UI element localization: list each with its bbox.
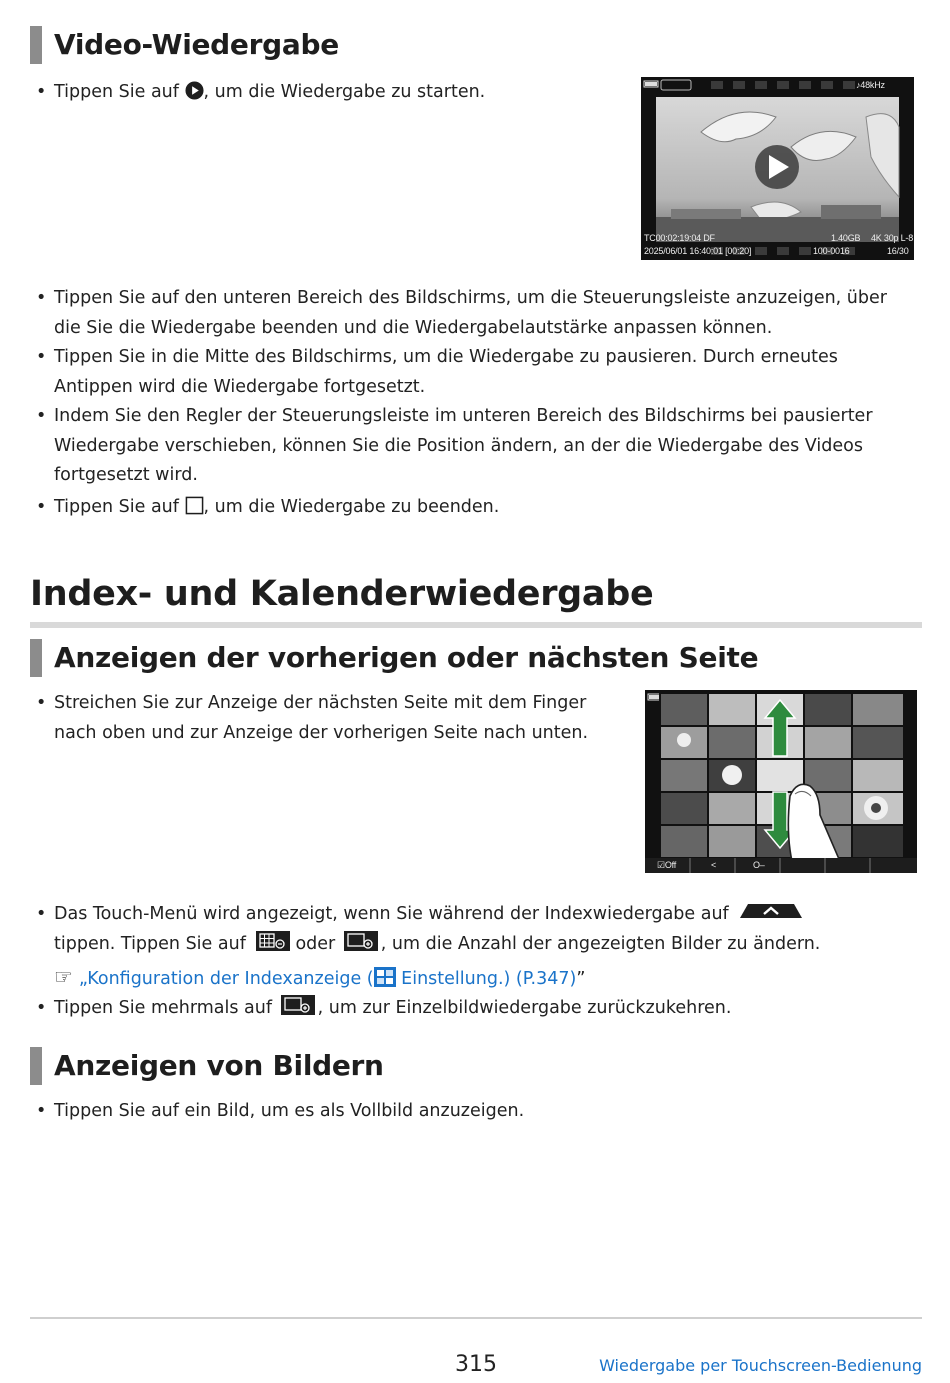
play-circle-icon [185,81,204,100]
bullet-single-frame: • Tippen Sie mehrmals auf , um zur Einzelbildwiedergabe zurückzukehren. [36,994,916,1024]
bullet-seek: • Indem Sie den Regler der Steuerungsleiste im unteren Bereich des Bildschirms bei pausierter Wiedergabe verschieben, können Sie die Position ändern, an der die Wiedergabe des Videos fortgesetzt wird. [36,406,873,485]
frame-rate: 4K 30p L-8 [871,233,914,243]
bullet-pause: • Tippen Sie in die Mitte des Bildschirms, um die Wiedergabe zu pausieren. Durch erneutes Antippen wird die Wiedergabe fortgesetzt. [36,347,838,397]
date-time: 2025/06/01 16:40:01 [00:20] [644,246,752,256]
footer-chapter-link[interactable]: Wiedergabe per Touchscreen-Bedienung [599,1356,922,1375]
stop-square-icon [185,496,204,515]
audio-indicator: ♪48kHz [856,80,885,90]
timecode: TC00:02:19:04 DF [644,233,715,243]
section-title-images: Anzeigen von Bildern [30,1047,396,1085]
touch-menu-tab-icon [740,902,802,920]
footer-divider [30,1317,922,1319]
bullet-swipe: • Streichen Sie zur Anzeige der nächsten Seite mit dem Finger nach oben und zur Anzeige der vorherigen Seite nach unten. [36,693,589,743]
section-title-video: Video-Wiedergabe [30,26,351,64]
settings-grid-icon [374,967,396,987]
file-number: 100-0016 [813,246,850,256]
index-more-icon [255,930,291,952]
bullet-fullscreen: • Tippen Sie auf ein Bild, um es als Vollbild anzuzeigen. [36,1101,525,1121]
pointing-hand-icon: ☞ [54,965,73,989]
chapter-divider [30,622,922,628]
toolbar-protect: ☑Off [657,860,677,870]
toolbar-share: < [711,860,717,870]
bullet-stop: • Tippen Sie auf , um die Wiedergabe zu beenden. [36,497,500,517]
index-playback-screenshot [645,690,917,873]
index-less-icon [343,930,379,952]
frame-count: 16/30 [887,246,909,256]
section-title-pages: Anzeigen der vorherigen oder nächsten Seite [30,639,770,677]
bullet-start-playback: • Tippen Sie auf , um die Wiedergabe zu starten. [36,82,486,102]
thumbnail-grid-image [645,690,917,873]
file-size: 1.40GB [831,233,861,243]
cross-reference-link[interactable]: ☞ „Konfiguration der Indexanzeige ( Einstellung.) (P.347)” [54,965,586,989]
page-number: 315 [455,1352,497,1377]
bullet-touch-menu: • Das Touch-Menü wird angezeigt, wenn Sie während der Indexwiedergabe auf tippen. Tippen Sie auf oder , um die Anzahl der angezeigten Bilder zu ändern. [36,904,821,954]
index-less-icon-2 [280,994,316,1016]
toolbar-key: O– [753,860,765,870]
video-playback-screenshot [641,77,914,260]
bullet-control-bar: • Tippen Sie auf den unteren Bereich des Bildschirms, um die Steuerungsleiste anzuzeigen, über die Sie die Wiedergabe beenden und die Wiedergabelautstärke anpassen können. [36,288,887,338]
chapter-title: Index- und Kalenderwiedergabe [30,574,654,614]
